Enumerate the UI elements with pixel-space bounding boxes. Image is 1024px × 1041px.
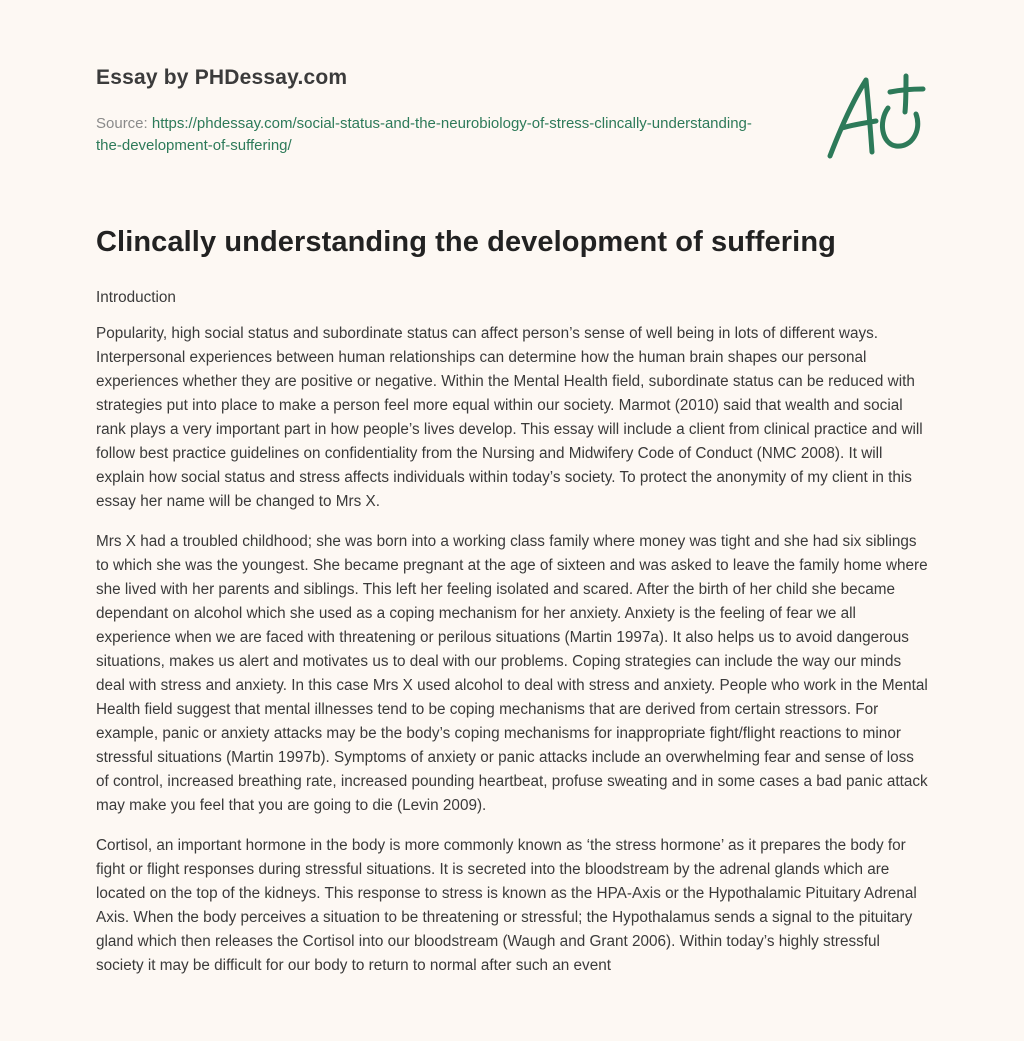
section-heading: Introduction	[96, 289, 176, 306]
a-plus-grade-icon	[822, 68, 928, 164]
source-line	[96, 113, 776, 157]
site-brand: Essay by PHDessay.com	[96, 66, 348, 89]
source-label: Source:	[96, 115, 152, 132]
article-body	[96, 286, 928, 994]
paragraph: Cortisol, an important hormone in the body is more commonly known as ‘the stress hormone’ as it prepares the body for fight or flight responses during stressful situations. It is secreted into the bloodstream by the adrenal glands which are located on the top of the kidneys. This response to stress is known as the HPA-Axis or the Hypothalamic Pituitary Adrenal Axis. When the body perceives a situation to be threatening or stressful; the Hypothalamus sends a signal to the pituitary gland which then releases the Cortisol into our bloodstream (Waugh and Grant 2006). Within today’s highly stressful society it may be difficult for our body to return to normal after such an event	[96, 837, 917, 974]
paragraph: Mrs X had a troubled childhood; she was born into a working class family where money was tight and she had six siblings to which she was the youngest. She became pregnant at the age of sixteen and was asked to leave the family home where she lived with her parents and siblings. This left her feeling isolated and scared. After the birth of her child she became dependant on alcohol which she used as a coping mechanism for her anxiety. Anxiety is the feeling of fear we all experience when we are faced with threatening or perilous situations (Martin 1997a). It also helps us to avoid dangerous situations, makes us alert and motivates us to deal with our problems. Coping strategies can include the way our minds deal with stress and anxiety. In this case Mrs X used alcohol to deal with stress and anxiety. People who work in the Mental Health field suggest that mental illnesses tend to be coping mechanisms that are derived from certain stressors. For example, panic or anxiety attacks may be the body’s coping mechanisms for inappropriate fight/flight reactions to minor stressful situations (Martin 1997b). Symptoms of anxiety or panic attacks include an overwhelming fear and sense of loss of control, increased breathing rate, increased pounding heartbeat, profuse sweating and in some cases a bad panic attack may make you feel that you are going to die (Levin 2009).	[96, 533, 928, 814]
paragraph: Popularity, high social status and subordinate status can affect person’s sense of well being in lots of different ways. Interpersonal experiences between human relationships can determine how the human brain shapes our personal experiences whether they are positive or negative. Within the Mental Health field, subordinate status can be reduced with strategies put into place to make a person feel more equal within our society. Marmot (2010) said that wealth and social rank plays a very important part in how people’s lives develop. This essay will include a client from clinical practice and will follow best practice guidelines on confidentiality from the Nursing and Midwifery Code of Conduct (NMC 2008). It will explain how social status and stress affects individuals within today’s society. To protect the anonymity of my client in this essay her name will be changed to Mrs X.	[96, 325, 923, 510]
page-title: Clincally understanding the development of suffering	[96, 226, 836, 258]
source-link[interactable]: https://phdessay.com/social-status-and-the-neurobiology-of-stress-clincally-understanding-the-development-of-suffering/	[96, 115, 752, 154]
